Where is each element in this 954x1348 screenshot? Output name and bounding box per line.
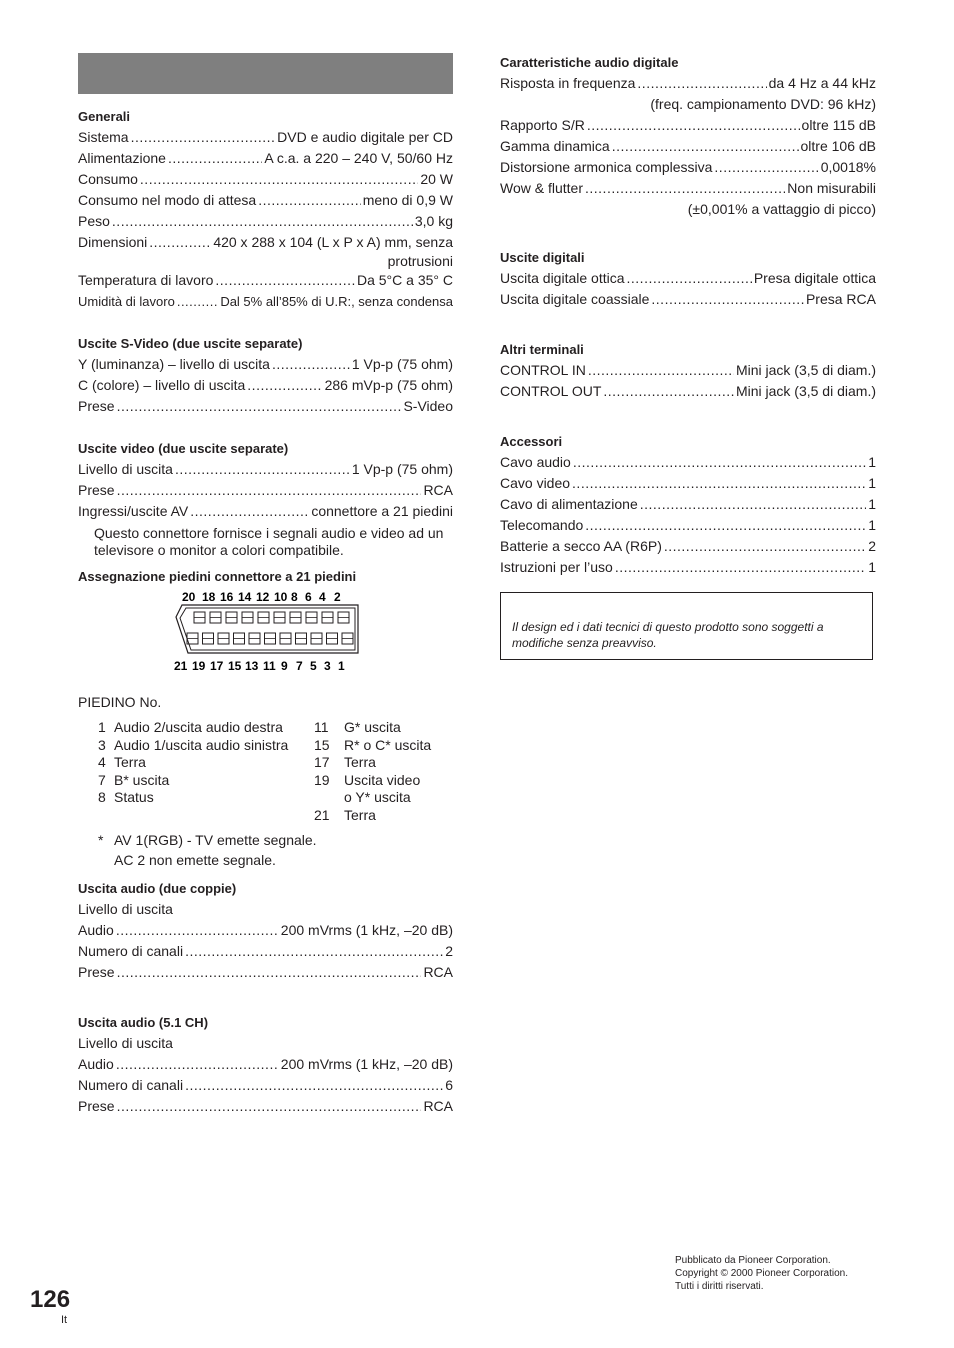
pin-item: 8 Status [98,789,154,805]
spec-row-gamma: Gamma dinamica ..... oltre 106 dB [500,136,876,157]
audio-51-heading: Uscita audio (5.1 CH) [78,1015,209,1030]
spec-row-ottica: Uscita digitale ottica ..... Presa digitale ottica [500,268,876,289]
spec-row-control-in: CONTROL IN ..... Mini jack (3,5 di diam.) [500,360,876,381]
spec-row-ingressi-av: Ingressi/uscite AV ..... connettore a 21 piedini [78,501,453,522]
pin-label-bottom: 13 [245,659,259,673]
spec-row-consumo-attesa: Consumo nel modo di attesa ..... meno di 0,9 W [78,190,453,211]
spec-row-channels-51: Numero di canali ..... 6 [78,1075,453,1096]
spec-row-consumo: Consumo ..... 20 W [78,169,453,190]
pin-item: 7 B* uscita [98,771,170,788]
pin-label-top: 4 [319,590,326,604]
top-pin-labels [182,590,341,604]
accessory-row: Batterie a secco AA (R6P) ..... 2 [500,536,876,557]
dimensioni-continuation: protrusioni [387,253,453,269]
spec-row-distorsione: Distorsione armonica complessiva ..... 0,0018% [500,157,876,178]
spec-row-control-out: CONTROL OUT ..... Mini jack (3,5 di diam.) [500,381,876,402]
spec-row-prese-audio: Prese ..... RCA [78,962,453,983]
accessory-row: Telecomando ..... 1 [500,515,876,536]
terminals-heading: Altri terminali [500,342,584,357]
pin-item: 11 G* uscita [314,719,401,735]
audio-2-sub: Livello di uscita [78,901,173,917]
page-number: 126 [30,1286,71,1313]
pin-label-bottom: 21 [174,659,188,673]
pin-label-top: 10 [274,590,288,604]
risposta-continuation: (freq. campionamento DVD: 96 kHz) [650,96,876,112]
spec-row-temperatura: Temperatura di lavoro ..... Da 5°C a 35° C [78,270,453,291]
spec-row-risposta: Risposta in frequenza ..... da 4 Hz a 44 kHz [500,73,876,94]
spec-row-audio-level-51: Audio ..... 200 mVrms (1 kHz, –20 dB) [78,1054,453,1075]
video-note: Questo connettore fornisce i segnali audio e video ad un televisore o monitor a colori compatibile. [94,525,444,558]
pin-label-top: 20 [182,590,196,604]
spec-row-wow: Wow & flutter ..... Non misurabili [500,178,876,199]
pin-list-col-1 [98,719,314,824]
pin-row-top [194,612,349,623]
accessory-row: Cavo video ..... 1 [500,473,876,494]
disclaimer-box: Il design ed i dati tecnici di questo prodotto sono soggetti a modifiche senza preavviso. [500,592,873,660]
audio-51-sub: Livello di uscita [78,1035,173,1051]
piedino-label: PIEDINO No. [78,694,162,710]
pin-label-bottom: 1 [338,659,345,673]
digital-audio-heading: Caratteristiche audio digitale [500,55,679,70]
spec-row-coassiale: Uscita digitale coassiale ..... Presa RCA [500,289,876,310]
pin-label-bottom: 19 [192,659,206,673]
scart-connector-diagram [172,589,372,689]
left-column [78,53,453,1117]
spec-row-sr: Rapporto S/R ..... oltre 115 dB [500,115,876,136]
right-column [500,52,876,660]
rights-line: Tutti i diritti riservati. [675,1281,764,1292]
pin-label-bottom: 9 [281,659,288,673]
language-code: It [61,1314,68,1326]
pin-label-top: 18 [202,590,216,604]
pin-label-top: 12 [256,590,270,604]
pin-item: 4 Terra [98,754,146,770]
spec-row-prese-video: Prese ..... RCA [78,480,453,501]
spec-row-dimensioni: Dimensioni ..... 420 x 288 x 104 (L x P x A) mm, senza [78,232,453,253]
pin-row-bottom [187,633,353,644]
spec-row-prese-51: Prese ..... RCA [78,1096,453,1117]
svideo-heading: Uscite S-Video (due uscite separate) [78,336,303,351]
pin-label-bottom: 7 [296,659,303,673]
spec-row-peso: Peso ..... 3,0 kg [78,211,453,232]
accessory-row: Cavo audio ..... 1 [500,452,876,473]
pin-item: 21 Terra [314,806,376,823]
spec-row-umidita: Umidità di lavoro ..... Dal 5% all’85% di U.R:, senza condensa [78,291,453,312]
pin-label-bottom: 15 [228,659,242,673]
publisher-line: Pubblicato da Pioneer Corporation. [675,1255,831,1266]
pin-label-bottom: 5 [310,659,317,673]
spec-row-alimentazione: Alimentazione ..... A c.a. a 220 – 240 V, 50/60 Hz [78,148,453,169]
spec-row-prese-svideo: Prese ..... S-Video [78,396,453,417]
pin-label-top: 14 [238,590,252,604]
pin-label-top: 2 [334,590,341,604]
publisher-info [675,1254,848,1293]
pin-list [78,719,453,824]
video-heading: Uscite video (due uscite separate) [78,441,289,456]
pin-item: 1 Audio 2/uscita audio destra [98,719,283,735]
accessory-row: Cavo di alimentazione ..... 1 [500,494,876,515]
pin-item: 3 Audio 1/uscita audio sinistra [98,736,289,753]
pin-list-col-2 [314,719,431,824]
spec-row-luminanza: Y (luminanza) – livello di uscita ..... 1 Vp-p (75 ohm) [78,354,453,375]
generali-heading: Generali [78,109,131,124]
pin-item: 17 Terra [314,754,376,770]
pin-label-bottom: 17 [210,659,224,673]
spec-row-audio-level: Audio ..... 200 mVrms (1 kHz, –20 dB) [78,920,453,941]
pin-label-top: 16 [220,590,234,604]
pin-label-top: 6 [305,590,312,604]
pin-item: 15 R* o C* uscita [314,736,432,753]
section-banner [78,53,453,94]
pin-label-bottom: 3 [324,659,331,673]
digital-out-heading: Uscite digitali [500,250,585,265]
spec-row-sistema: Sistema ..... DVD e audio digitale per CD [78,127,453,148]
pin-item: 19 Uscita video [314,771,421,788]
pin-item: o Y* uscita [344,789,411,805]
copyright-line: Copyright © 2000 Pioneer Corporation. [675,1268,849,1279]
pin-label-bottom: 11 [263,659,276,673]
pin-label-top: 8 [291,590,298,604]
accessory-row: Istruzioni per l’uso ..... 1 [500,557,876,578]
footnote-av: * AV 1(RGB) - TV emette segnale. AC 2 non emette segnale. [98,832,317,868]
spec-row-colore: C (colore) – livello di uscita ..... 286 mVp-p (75 ohm) [78,375,453,396]
spec-row-livello-video: Livello di uscita ..... 1 Vp-p (75 ohm) [78,459,453,480]
wow-continuation: (±0,001% a vattaggio di picco) [687,201,876,217]
bottom-pin-labels [174,659,345,673]
pin-assignment-heading: Assegnazione piedini connettore a 21 piedini [78,569,357,584]
spec-row-channels: Numero di canali ..... 2 [78,941,453,962]
accessories-heading: Accessori [500,434,563,449]
audio-2-heading: Uscita audio (due coppie) [78,881,237,896]
